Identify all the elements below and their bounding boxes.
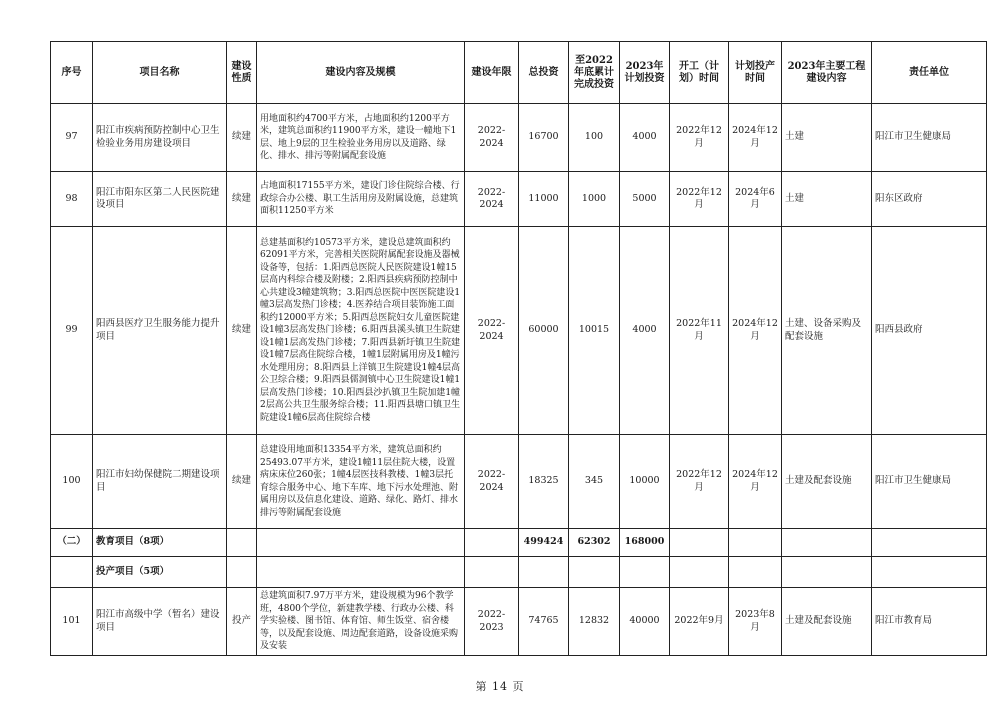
header-name: 项目名称: [93, 42, 227, 104]
cell-operation: 2024年12月: [729, 104, 782, 172]
cell-period: 2022-2024: [465, 435, 519, 529]
project-table: [50, 41, 987, 656]
cell-unit: 阳西县政府: [872, 227, 987, 435]
cell-total: 499424: [519, 529, 569, 557]
cell-start: 2022年9月: [670, 588, 729, 656]
cell-name: 阳西县医疗卫生服务能力提升项目: [93, 227, 227, 435]
cell-plan2023: 40000: [620, 588, 670, 656]
cell-content: 用地面积约4700平方米，占地面积约1200平方米，建筑总面积约11900平方米，建设一幢地下1层、地上9层的卫生检验业务用房以及道路、绿化、排水、排污等附属配套设施: [257, 104, 465, 172]
header-seq: 序号: [51, 42, 93, 104]
cell-main2023: 土建及配套设施: [782, 435, 872, 529]
cell-start: 2022年12月: [670, 104, 729, 172]
cell-name: 阳江市高级中学（暂名）建设项目: [93, 588, 227, 656]
cell-plan2023: 10000: [620, 435, 670, 529]
cell-nature: 续建: [227, 104, 257, 172]
cell-unit: 阳江市卫生健康局: [872, 435, 987, 529]
cell-name: 阳江市疾病预防控制中心卫生检验业务用房建设项目: [93, 104, 227, 172]
cell-name: 阳江市妇幼保健院二期建设项目: [93, 435, 227, 529]
cell-seq: 98: [51, 172, 93, 227]
cell-period: 2022-2023: [465, 588, 519, 656]
cell-main2023: 土建: [782, 172, 872, 227]
cell-seq: 101: [51, 588, 93, 656]
header-nature: 建设性质: [227, 42, 257, 104]
header-row: [51, 42, 987, 104]
cell-name: 投产项目（5项）: [93, 557, 227, 588]
header-plan2023: 2023年计划投资: [620, 42, 670, 104]
cell-nature: 投产: [227, 588, 257, 656]
cell-cumulative: 62302: [569, 529, 620, 557]
cell-operation: 2024年12月: [729, 435, 782, 529]
table-row: [51, 172, 987, 227]
cell-seq: 100: [51, 435, 93, 529]
cell-period: 2022-2024: [465, 227, 519, 435]
page-number: 第 14 页: [475, 680, 525, 693]
cell-nature: 续建: [227, 172, 257, 227]
header-content: 建设内容及规模: [257, 42, 465, 104]
header-period: 建设年限: [465, 42, 519, 104]
cell-name: 教育项目（8项）: [93, 529, 227, 557]
header-cumulative: 至2022年底累计完成投资: [569, 42, 620, 104]
cell-period: 2022-2024: [465, 104, 519, 172]
table-row: [51, 588, 987, 656]
cell-operation: 2023年8月: [729, 588, 782, 656]
cell-plan2023: 4000: [620, 104, 670, 172]
cell-plan2023: 5000: [620, 172, 670, 227]
table-row: [51, 227, 987, 435]
cell-unit: 阳江市卫生健康局: [872, 104, 987, 172]
cell-plan2023: 168000: [620, 529, 670, 557]
cell-main2023: 土建及配套设施: [782, 588, 872, 656]
cell-main2023: 土建、设备采购及配套设施: [782, 227, 872, 435]
cell-unit: 阳东区政府: [872, 172, 987, 227]
cell-total: 16700: [519, 104, 569, 172]
cell-plan2023: 4000: [620, 227, 670, 435]
header-start: 开工（计划）时间: [670, 42, 729, 104]
cell-seq: （二）: [51, 529, 93, 557]
header-unit: 责任单位: [872, 42, 987, 104]
cell-start: 2022年11月: [670, 227, 729, 435]
cell-seq: 99: [51, 227, 93, 435]
cell-start: 2022年12月: [670, 435, 729, 529]
cell-cumulative: 1000: [569, 172, 620, 227]
header-total: 总投资: [519, 42, 569, 104]
cell-name: 阳江市阳东区第二人民医院建设项目: [93, 172, 227, 227]
table-row: [51, 104, 987, 172]
cell-total: 74765: [519, 588, 569, 656]
cell-content: 总建基面积约10573平方米，建设总建筑面积约62091平方米，完善相关医院附属配套设施及器械设备等，包括：1.阳西总医院人民医院建设1幢15层高内科综合楼及附楼；2.阳西县疾病预防控制中心共建设3幢建筑物；3.阳西总医院中医医院建设1幢3层高发热门诊楼；4.医养结合项目装饰施工面积约12000平方米；5.阳西总医院妇女儿童医院建设1幢3层高发热门诊楼；6.阳西县溪头镇卫生院建设1幢1层高发热门诊楼；7.阳西县新圩镇卫生院建设1幢7层高住院综合楼，1幢1层附属用房及1幢污水处理用房；8.阳西县上洋镇卫生院建设1幢4层高公卫综合楼；9.阳西县儒洞镇中心卫生院建设1幢1层高发热门诊楼；10.阳西县沙扒镇卫生院加建1幢2层高公共卫生服务综合楼；11.阳西县塘口镇卫生院建设1幢6层高住院综合楼: [257, 227, 465, 435]
cell-operation: 2024年12月: [729, 227, 782, 435]
cell-total: 60000: [519, 227, 569, 435]
cell-nature: 续建: [227, 227, 257, 435]
cell-cumulative: 345: [569, 435, 620, 529]
cell-total: 18325: [519, 435, 569, 529]
cell-content: 总建设用地面积13354平方米，建筑总面积约25493.07平方米，建设1幢11层住院大楼，设置病床床位260张；1幢4层医技科教楼、1幢3层托育综合服务中心、地下车库、地下污水处理池、附属用房以及信息化建设、道路、绿化、路灯、排水排污等附属配套设施: [257, 435, 465, 529]
cell-start: 2022年12月: [670, 172, 729, 227]
cell-nature: 续建: [227, 435, 257, 529]
table-row: [51, 435, 987, 529]
cell-seq: 97: [51, 104, 93, 172]
cell-cumulative: 100: [569, 104, 620, 172]
cell-content: 占地面积17155平方米，建设门诊住院综合楼、行政综合办公楼、职工生活用房及附属设施，总建筑面积11250平方米: [257, 172, 465, 227]
header-main2023: 2023年主要工程建设内容: [782, 42, 872, 104]
cell-cumulative: 12832: [569, 588, 620, 656]
cell-operation: 2024年6月: [729, 172, 782, 227]
category-summary-row: [51, 529, 987, 557]
cell-period: 2022-2024: [465, 172, 519, 227]
subcategory-row: [51, 557, 987, 588]
cell-main2023: 土建: [782, 104, 872, 172]
cell-cumulative: 10015: [569, 227, 620, 435]
cell-total: 11000: [519, 172, 569, 227]
cell-unit: 阳江市教育局: [872, 588, 987, 656]
cell-content: 总建筑面积7.97万平方米，建设规模为96个教学班，4800个学位，新建教学楼、行政办公楼、科学实验楼、图书馆、体育馆、师生饭堂、宿舍楼等，以及配套设施、周边配套道路，设备设施采购及安装: [257, 588, 465, 656]
header-operation: 计划投产时间: [729, 42, 782, 104]
